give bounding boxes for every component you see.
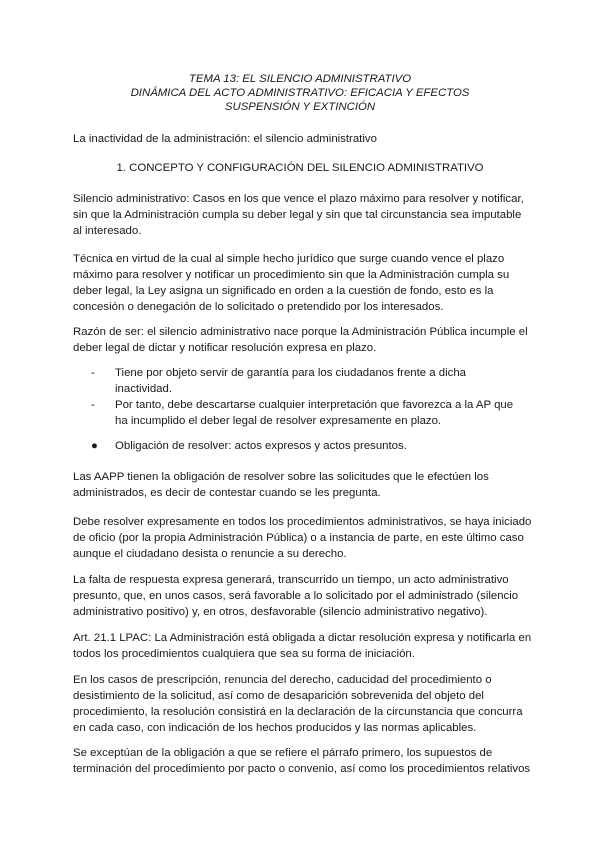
- list-item-text: Por tanto, debe descartarse cualquier interpretación que favorezca a la AP que ha incumplido el deber legal de resolver expresamente en plazo.: [115, 399, 514, 427]
- paragraph-definition: Silencio administrativo: Casos en los que vence el plazo máximo para resolver y notificar, sin que la Administración cumpla su deber legal y sin que tal circunstancia sea imputable al interesado.: [73, 193, 524, 237]
- paragraph-presumed-act: La falta de respuesta expresa generará, transcurrido un tiempo, un acto administrativo presunto, que, en unos casos, será favorable a lo solicitado por el administrado (silencio administrativo positivo) y, en otros, desfavorable (silencio administrativo negativo).: [73, 574, 519, 618]
- round-bullet: ●: [91, 440, 98, 452]
- list-item: [91, 438, 521, 454]
- list-item-text: Tiene por objeto servir de garantía para los ciudadanos frente a dicha inactividad.: [115, 367, 467, 395]
- subheading: La inactividad de la administración: el silencio administrativo: [73, 133, 377, 145]
- section-heading: 1. CONCEPTO Y CONFIGURACIÓN DEL SILENCIO ADMINISTRATIVO: [116, 162, 484, 174]
- title-line-1: TEMA 13: EL SILENCIO ADMINISTRATIVO: [188, 73, 412, 85]
- paragraph-rationale: Razón de ser: el silencio administrativo nace porque la Administración Pública incumple el deber legal de dictar y notificar resolución expresa en plazo.: [73, 326, 528, 354]
- paragraph-article-21: Art. 21.1 LPAC: La Administración está obligada a dictar resolución expresa y notificarla en todos los procedimientos cualquiera que sea su forma de iniciación.: [73, 632, 532, 660]
- paragraph-obligation: Las AAPP tienen la obligación de resolver sobre las solicitudes que le efectúen los administrados, es decir de contestar cuando se les pregunta.: [73, 471, 489, 499]
- dash-bullet: -: [91, 367, 95, 379]
- dash-bullet: -: [91, 399, 95, 411]
- document-title: [0, 72, 600, 114]
- paragraph-prescription: En los casos de prescripción, renuncia del derecho, caducidad del procedimiento o desistimiento de la solicitud, así como de desaparición sobrevenida del objeto del procedimiento, la resolución consistirá en la declaración de la circunstancia que concurra en cada caso, con indicación de los hechos producidos y las normas aplicables.: [73, 674, 523, 734]
- paragraph-express-resolution: Debe resolver expresamente en todos los procedimientos administrativos, se haya iniciado de oficio (por la propia Administración Pública) o a instancia de parte, en este último caso aunque el ciudadano desista o renuncie a su derecho.: [73, 516, 532, 560]
- title-line-2: DINÁMICA DEL ACTO ADMINISTRATIVO: EFICACIA Y EFECTOS: [130, 87, 470, 99]
- list-item-text: Obligación de resolver: actos expresos y actos presuntos.: [115, 440, 407, 452]
- title-line-3: SUSPENSIÓN Y EXTINCIÓN: [224, 101, 376, 113]
- paragraph-technique: Técnica en virtud de la cual al simple hecho jurídico que surge cuando vence el plazo máximo para resolver y notificar un procedimiento sin que la Administración cumpla su deber legal, la Ley asigna un significado en orden a la cuestión de fondo, esto es la concesión o denegación de lo solicitado o pretendido por los interesados.: [73, 253, 510, 313]
- list-item: [91, 365, 521, 397]
- list-item: [91, 397, 521, 429]
- paragraph-exceptions: Se exceptúan de la obligación a que se refiere el párrafo primero, los supuestos de terminación del procedimiento por pacto o convenio, así como los procedimientos relativos: [73, 747, 531, 775]
